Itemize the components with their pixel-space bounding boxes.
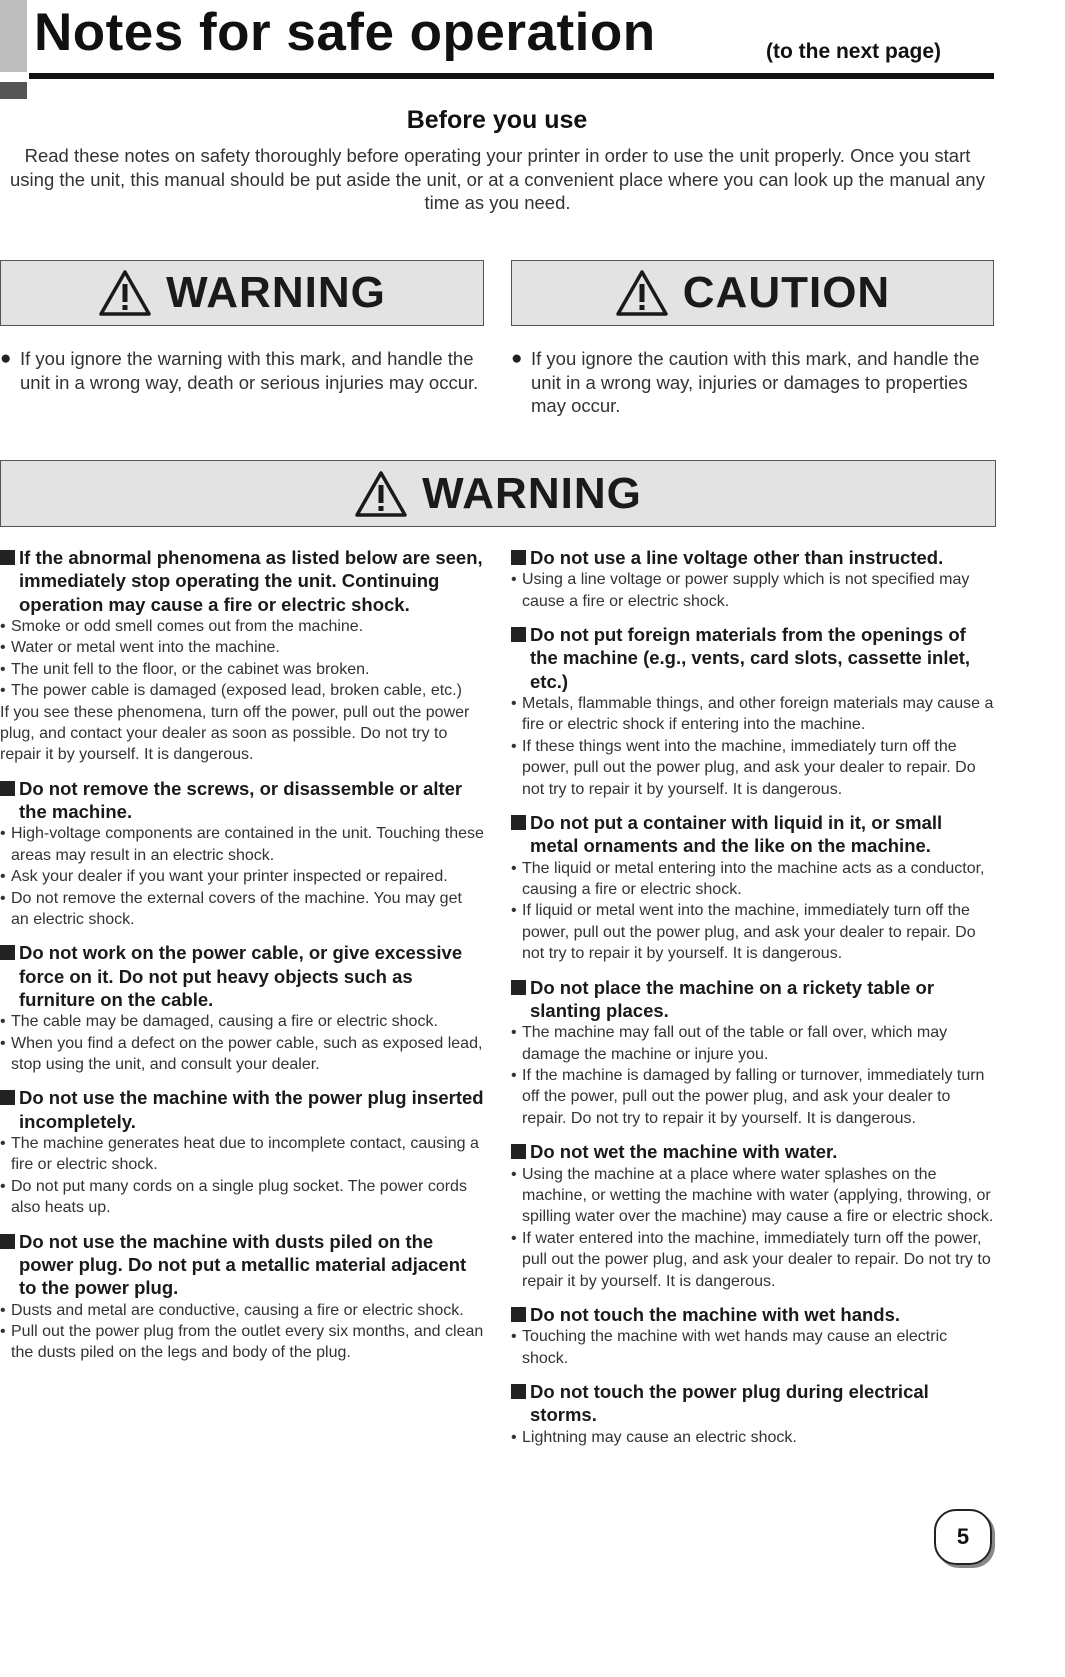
safety-item-heading — [511, 1140, 995, 1163]
bullet-text: Smoke or odd smell comes out from the machine. — [11, 617, 364, 635]
warning-triangle-icon — [354, 470, 408, 518]
square-bullet-icon — [511, 1144, 526, 1159]
safety-item-bullet: • Pull out the power plug from the outlet every six months, and clean the dusts piled on the legs and body of the plug. — [0, 1322, 484, 1362]
safety-item-heading-text: Do not work on the power cable, or give excessive force on it. Do not put heavy objects such as furniture on the cable. — [19, 942, 463, 1010]
bullet-text: The machine generates heat due to incomplete contact, causing a fire or electric shock. — [11, 1135, 479, 1174]
safety-item-heading-text: Do not place the machine on a rickety table or slanting places. — [530, 976, 935, 1021]
square-bullet-icon — [511, 1307, 526, 1322]
safety-item-note: If you see these phenomena, turn off the power, pull out the power plug, and contact your dealer as soon as possible. Do not try to repair it by yourself. It is dangerous. — [0, 703, 470, 764]
page-number: 5 — [934, 1509, 992, 1565]
square-bullet-icon — [0, 1234, 15, 1249]
safety-item — [0, 546, 484, 766]
safety-item-heading — [511, 1303, 995, 1326]
bullet-text: Water or metal went into the machine. — [11, 639, 280, 657]
warning-banner — [0, 460, 996, 527]
safety-item — [511, 623, 995, 800]
square-bullet-icon — [0, 781, 15, 796]
bullet-text: If liquid or metal went into the machine, immediately turn off the power, pull out the power plug, and ask your dealer to repair. Do not try to repair it by yourself. It is dangerous. — [522, 902, 976, 963]
bullet-text: Ask your dealer if you want your printer inspected or repaired. — [11, 868, 448, 886]
square-bullet-icon — [0, 945, 15, 960]
safety-item-bullet: • Using a line voltage or power supply which is not specified may cause a fire or electric shock. — [511, 571, 970, 610]
safety-item-heading — [511, 623, 995, 693]
bullet-text: Lightning may cause an electric shock. — [522, 1428, 797, 1446]
safety-item — [511, 1140, 995, 1292]
safety-item-heading-text: Do not use the machine with dusts piled on the power plug. Do not put a metallic material adjacent to the power plug. — [19, 1230, 467, 1299]
safety-item-bullet: • Dusts and metal are conductive, causing a fire or electric shock. — [0, 1301, 464, 1319]
safety-item-bullet: • Metals, flammable things, and other foreign materials may cause a fire or electric shock if entering into the machine. — [511, 695, 994, 734]
safety-item-heading — [0, 1086, 484, 1133]
safety-item-heading-text: If the abnormal phenomena as listed below are seen, immediately stop operating the unit. Continuing operation may cause a fire or electric shock. — [19, 547, 483, 615]
safety-item-bullet: • The power cable is damaged (exposed lead, broken cable, etc.) — [0, 682, 462, 700]
bullet-text: The unit fell to the floor, or the cabinet was broken. — [11, 660, 370, 678]
safety-item-bullet: • Do not put many cords on a single plug socket. The power cords also heats up. — [0, 1177, 467, 1217]
warning-triangle-icon — [615, 269, 669, 317]
square-bullet-icon — [511, 627, 526, 642]
bullet-text: Touching the machine with wet hands may cause an electric shock. — [522, 1328, 948, 1367]
safety-item-bullet: • If these things went into the machine, immediately turn off the power, pull out the power plug, and ask your dealer to repair. Do not try to repair it by yourself. It is dangerous. — [511, 737, 976, 798]
safety-item-heading — [511, 976, 995, 1023]
bullet-text: Do not put many cords on a single plug socket. The power cords also heats up. — [11, 1177, 467, 1217]
safety-item-heading — [0, 546, 484, 616]
safety-item-bullet: • The cable may be damaged, causing a fire or electric shock. — [0, 1013, 438, 1031]
safety-item-heading-text: Do not put foreign materials from the openings of the machine (e.g., vents, card slots, cassette inlet, etc.) — [530, 624, 971, 692]
safety-item — [511, 1303, 995, 1369]
square-bullet-icon — [511, 1384, 526, 1399]
bullet-text: The cable may be damaged, causing a fire or electric shock. — [11, 1013, 438, 1031]
bullet-text: Metals, flammable things, and other foreign materials may cause a fire or electric shock if entering into the machine. — [522, 695, 994, 734]
right-column — [511, 546, 995, 1459]
safety-item — [511, 1380, 995, 1448]
safety-item-heading-text: Do not use a line voltage other than instructed. — [530, 547, 944, 568]
safety-item-heading-text: Do not touch the machine with wet hands. — [530, 1304, 901, 1326]
square-bullet-icon — [511, 550, 526, 565]
title-rule — [29, 73, 994, 79]
safety-item-heading-text: Do not wet the machine with water. — [530, 1141, 838, 1163]
safety-item-bullet: • If the machine is damaged by falling or turnover, immediately turn off the power, pull out the power plug, and ask your dealer to repair. Do not try to repair it by yourself. It is dangerous. — [511, 1067, 985, 1127]
safety-item — [0, 941, 484, 1075]
square-bullet-icon — [511, 980, 526, 995]
safety-item-bullet: • The machine may fall out of the table or fall over, which may damage the machine or injure you. — [511, 1024, 948, 1063]
caution-legend-description — [511, 347, 991, 418]
page-title: Notes for safe operation — [34, 3, 656, 62]
warning-legend-label: WARNING — [166, 268, 386, 317]
safety-item-heading — [511, 811, 995, 858]
safety-item-bullet: • Touching the machine with wet hands may cause an electric shock. — [511, 1328, 948, 1367]
bullet-text: Do not remove the external covers of the machine. You may get an electric shock. — [11, 889, 462, 928]
safety-item-bullet: • High-voltage components are contained in the unit. Touching these areas may result in an electric shock. — [0, 825, 484, 864]
square-bullet-icon — [0, 1090, 15, 1105]
page-subtitle: (to the next page) — [766, 40, 942, 63]
bullet-text: The liquid or metal entering into the machine acts as a conductor, causing a fire or electric shock. — [522, 859, 985, 899]
safety-item-bullet: • Smoke or odd smell comes out from the machine. — [0, 617, 364, 635]
safety-item — [0, 1230, 484, 1364]
safety-item-heading — [0, 941, 484, 1011]
bullet-text: Dusts and metal are conductive, causing a fire or electric shock. — [11, 1301, 464, 1319]
page-tab-marker-dark — [0, 82, 27, 99]
caution-legend-box — [511, 260, 994, 326]
safety-item-heading-text: Do not put a container with liquid in it, or small metal ornaments and the like on the machine. — [530, 812, 943, 857]
warning-legend-box — [0, 260, 484, 326]
bullet-text: When you find a defect on the power cable, such as exposed lead, stop using the unit, and consult your dealer. — [11, 1034, 483, 1074]
safety-item — [511, 976, 995, 1130]
safety-item-heading — [0, 777, 484, 824]
safety-item — [511, 546, 995, 612]
safety-item-bullet: • Using the machine at a place where water splashes on the machine, or wetting the machine with water (applying, throwing, or spilling water over the machine) may cause a fire or electric shock. — [511, 1165, 994, 1226]
safety-item-bullet: • Lightning may cause an electric shock. — [511, 1428, 797, 1446]
warning-triangle-icon — [98, 269, 152, 317]
bullet-text: Using the machine at a place where water splashes on the machine, or wetting the machine with water (applying, throwing, or spilling water over the machine) may cause a fire or electric shock. — [522, 1165, 994, 1226]
warning-banner-label: WARNING — [422, 468, 642, 518]
safety-item-bullet: • The machine generates heat due to incomplete contact, causing a fire or electric shock. — [0, 1135, 479, 1174]
square-bullet-icon — [511, 815, 526, 830]
safety-item-bullet: • The liquid or metal entering into the machine acts as a conductor, causing a fire or electric shock. — [511, 859, 985, 899]
circle-bullet-icon: ● — [0, 348, 12, 369]
circle-bullet-icon: ● — [511, 348, 523, 369]
before-you-use-text: Read these notes on safety thoroughly before operating your printer in order to use the unit properly. Once you start using the unit, this manual should be put aside the unit, or at a convenient place where you can look up the manual any time as you need. — [10, 145, 985, 213]
bullet-text: The power cable is damaged (exposed lead, broken cable, etc.) — [11, 682, 462, 700]
safety-item-bullet: • When you find a defect on the power cable, such as exposed lead, stop using the unit, and consult your dealer. — [0, 1034, 483, 1074]
safety-item-bullet: • Do not remove the external covers of the machine. You may get an electric shock. — [0, 889, 462, 928]
bullet-text: Using a line voltage or power supply which is not specified may cause a fire or electric shock. — [522, 571, 970, 610]
safety-item — [511, 811, 995, 965]
safety-item — [0, 777, 484, 931]
warning-legend-description — [0, 347, 490, 394]
safety-item-heading-text: Do not remove the screws, or disassemble or alter the machine. — [19, 777, 463, 823]
caution-legend-text: If you ignore the caution with this mark, and handle the unit in a wrong way, injuries or damages to properties may occur. — [531, 348, 980, 416]
safety-item-bullet: • The unit fell to the floor, or the cabinet was broken. — [0, 660, 370, 678]
left-column — [0, 546, 484, 1375]
bullet-text: Pull out the power plug from the outlet every six months, and clean the dusts piled on the legs and body of the plug. — [11, 1322, 484, 1362]
bullet-text: The machine may fall out of the table or fall over, which may damage the machine or injure you. — [522, 1024, 948, 1063]
safety-item — [0, 1086, 484, 1218]
safety-item-bullet: • Water or metal went into the machine. — [0, 639, 280, 657]
safety-item-heading-text: Do not touch the power plug during electrical storms. — [530, 1381, 929, 1426]
bullet-text: If these things went into the machine, immediately turn off the power, pull out the power plug, and ask your dealer to repair. Do not try to repair it by yourself. It is dangerous. — [522, 737, 976, 798]
before-you-use-heading: Before you use — [406, 106, 588, 134]
safety-item-heading — [0, 1230, 484, 1300]
safety-item-bullet: • If liquid or metal went into the machine, immediately turn off the power, pull out the power plug, and ask your dealer to repair. Do not try to repair it by yourself. It is dangerous. — [511, 902, 976, 963]
warning-legend-text: If you ignore the warning with this mark, and handle the unit in a wrong way, death or serious injuries may occur. — [20, 348, 479, 393]
safety-item-heading — [511, 1380, 995, 1427]
safety-item-heading — [511, 546, 995, 569]
page-tab-marker — [0, 0, 27, 72]
bullet-text: If water entered into the machine, immediately turn off the power, pull out the power plug, and ask your dealer to repair. Do not try to repair it by yourself. It is dangerous. — [522, 1229, 991, 1290]
bullet-text: If the machine is damaged by falling or turnover, immediately turn off the power, pull out the power plug, and ask your dealer to repair. Do not try to repair it by yourself. It is dangerous. — [522, 1067, 985, 1127]
square-bullet-icon — [0, 550, 15, 565]
safety-item-bullet: • If water entered into the machine, immediately turn off the power, pull out the power plug, and ask your dealer to repair. Do not try to repair it by yourself. It is dangerous. — [511, 1229, 991, 1290]
caution-legend-label: CAUTION — [682, 268, 891, 317]
bullet-text: High-voltage components are contained in the unit. Touching these areas may result in an electric shock. — [11, 825, 484, 864]
safety-item-heading-text: Do not use the machine with the power plug inserted incompletely. — [19, 1087, 484, 1132]
safety-item-bullet: • Ask your dealer if you want your printer inspected or repaired. — [0, 868, 448, 886]
